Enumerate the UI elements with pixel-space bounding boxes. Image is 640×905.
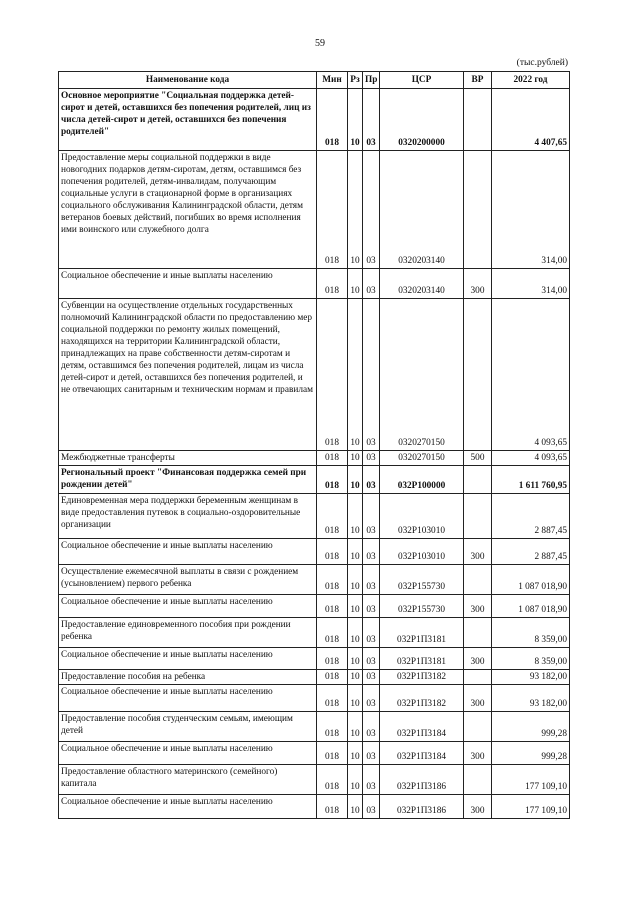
row-amount: 1 087 018,90 bbox=[492, 595, 570, 618]
row-name: Социальное обеспечение и иные выплаты населению bbox=[59, 595, 317, 618]
table-row bbox=[59, 494, 570, 539]
row-pr: 03 bbox=[363, 712, 380, 742]
table-row bbox=[59, 269, 570, 299]
row-vr: 300 bbox=[464, 269, 492, 299]
row-csr: 032P100000 bbox=[380, 466, 464, 494]
row-min: 018 bbox=[317, 712, 348, 742]
row-pr: 03 bbox=[363, 565, 380, 595]
row-csr: 032P1П3181 bbox=[380, 648, 464, 670]
row-rz: 10 bbox=[348, 618, 363, 648]
row-pr: 03 bbox=[363, 299, 380, 451]
table-row bbox=[59, 712, 570, 742]
row-pr: 03 bbox=[363, 648, 380, 670]
row-pr: 03 bbox=[363, 151, 380, 269]
row-amount: 177 109,10 bbox=[492, 795, 570, 819]
row-rz: 10 bbox=[348, 494, 363, 539]
row-name: Предоставление областного материнского (семейного) капитала bbox=[59, 765, 317, 795]
row-pr: 03 bbox=[363, 89, 380, 151]
row-csr: 0320270150 bbox=[380, 451, 464, 466]
row-amount: 4 093,65 bbox=[492, 451, 570, 466]
row-amount: 1 087 018,90 bbox=[492, 565, 570, 595]
header-year: 2022 год bbox=[492, 72, 570, 89]
header-min: Мин bbox=[317, 72, 348, 89]
row-vr bbox=[464, 89, 492, 151]
row-rz: 10 bbox=[348, 765, 363, 795]
row-min: 018 bbox=[317, 565, 348, 595]
table-row bbox=[59, 89, 570, 151]
row-csr: 032P1П3184 bbox=[380, 712, 464, 742]
row-vr: 500 bbox=[464, 451, 492, 466]
row-name: Основное мероприятие "Социальная поддержка детей-сирот и детей, оставшихся без попечения родителей, лиц из числа детей-сирот и детей, оставшихся без попечения родителей" bbox=[59, 89, 317, 151]
row-rz: 10 bbox=[348, 685, 363, 712]
table-row bbox=[59, 151, 570, 269]
row-rz: 10 bbox=[348, 151, 363, 269]
row-rz: 10 bbox=[348, 89, 363, 151]
row-vr bbox=[464, 494, 492, 539]
row-amount: 2 887,45 bbox=[492, 494, 570, 539]
row-vr bbox=[464, 670, 492, 685]
row-min: 018 bbox=[317, 451, 348, 466]
row-csr: 032P155730 bbox=[380, 595, 464, 618]
table-row bbox=[59, 648, 570, 670]
row-name: Предоставление пособия на ребенка bbox=[59, 670, 317, 685]
row-min: 018 bbox=[317, 151, 348, 269]
row-csr: 032P1П3181 bbox=[380, 618, 464, 648]
row-min: 018 bbox=[317, 539, 348, 565]
row-rz: 10 bbox=[348, 269, 363, 299]
row-amount: 177 109,10 bbox=[492, 765, 570, 795]
row-csr: 032P1П3182 bbox=[380, 685, 464, 712]
row-name: Социальное обеспечение и иные выплаты населению bbox=[59, 795, 317, 819]
table-body bbox=[59, 89, 570, 819]
row-amount: 4 093,65 bbox=[492, 299, 570, 451]
row-amount: 4 407,65 bbox=[492, 89, 570, 151]
table-row bbox=[59, 742, 570, 765]
row-vr bbox=[464, 712, 492, 742]
table-header-row bbox=[59, 72, 570, 89]
table-row bbox=[59, 595, 570, 618]
row-amount: 8 359,00 bbox=[492, 618, 570, 648]
row-csr: 0320270150 bbox=[380, 299, 464, 451]
row-csr: 032P1П3182 bbox=[380, 670, 464, 685]
row-vr bbox=[464, 765, 492, 795]
row-min: 018 bbox=[317, 89, 348, 151]
units-label: (тыс.рублей) bbox=[516, 58, 568, 68]
row-csr: 0320203140 bbox=[380, 269, 464, 299]
table-row bbox=[59, 299, 570, 451]
row-pr: 03 bbox=[363, 670, 380, 685]
row-rz: 10 bbox=[348, 451, 363, 466]
page-number: 59 bbox=[315, 38, 325, 49]
row-vr bbox=[464, 151, 492, 269]
row-amount: 1 611 760,95 bbox=[492, 466, 570, 494]
row-vr: 300 bbox=[464, 685, 492, 712]
row-amount: 314,00 bbox=[492, 269, 570, 299]
row-vr: 300 bbox=[464, 539, 492, 565]
row-name: Межбюджетные трансферты bbox=[59, 451, 317, 466]
row-min: 018 bbox=[317, 742, 348, 765]
row-pr: 03 bbox=[363, 595, 380, 618]
row-name: Социальное обеспечение и иные выплаты населению bbox=[59, 742, 317, 765]
row-name: Предоставление меры социальной поддержки в виде новогодних подарков детям-сиротам, детям, оставшимся без попечения родителей, детям-инвалидам, получающим социальные услуги в стационарной форме в организациях социального обслуживания Калининградской области, детям ветеранов боевых действий, погибших во время исполнения ими воинского или служебного долга bbox=[59, 151, 317, 269]
row-vr bbox=[464, 299, 492, 451]
row-amount: 999,28 bbox=[492, 712, 570, 742]
row-vr bbox=[464, 565, 492, 595]
row-min: 018 bbox=[317, 595, 348, 618]
row-pr: 03 bbox=[363, 618, 380, 648]
row-name: Осуществление ежемесячной выплаты в связи с рождением (усыновлением) первого ребенка bbox=[59, 565, 317, 595]
table-row bbox=[59, 765, 570, 795]
header-pr: Пр bbox=[363, 72, 380, 89]
row-amount: 93 182,00 bbox=[492, 670, 570, 685]
header-csr: ЦСР bbox=[380, 72, 464, 89]
row-name: Предоставление пособия студенческим семьям, имеющим детей bbox=[59, 712, 317, 742]
row-pr: 03 bbox=[363, 765, 380, 795]
table-row bbox=[59, 539, 570, 565]
row-rz: 10 bbox=[348, 795, 363, 819]
row-rz: 10 bbox=[348, 565, 363, 595]
table-row bbox=[59, 451, 570, 466]
row-vr bbox=[464, 466, 492, 494]
row-csr: 032P103010 bbox=[380, 539, 464, 565]
row-csr: 0320203140 bbox=[380, 151, 464, 269]
row-vr: 300 bbox=[464, 595, 492, 618]
row-min: 018 bbox=[317, 648, 348, 670]
header-rz: Рз bbox=[348, 72, 363, 89]
row-amount: 999,28 bbox=[492, 742, 570, 765]
row-pr: 03 bbox=[363, 494, 380, 539]
row-min: 018 bbox=[317, 466, 348, 494]
budget-table bbox=[58, 71, 570, 819]
row-rz: 10 bbox=[348, 670, 363, 685]
row-amount: 93 182,00 bbox=[492, 685, 570, 712]
row-rz: 10 bbox=[348, 466, 363, 494]
row-pr: 03 bbox=[363, 795, 380, 819]
header-name: Наименование кода bbox=[59, 72, 317, 89]
row-name: Единовременная мера поддержки беременным женщинам в виде предоставления путевок в социально-оздоровительные организации bbox=[59, 494, 317, 539]
table-row bbox=[59, 795, 570, 819]
row-min: 018 bbox=[317, 299, 348, 451]
row-csr: 032P1П3186 bbox=[380, 795, 464, 819]
row-amount: 8 359,00 bbox=[492, 648, 570, 670]
row-rz: 10 bbox=[348, 648, 363, 670]
row-min: 018 bbox=[317, 670, 348, 685]
row-pr: 03 bbox=[363, 539, 380, 565]
row-csr: 032P155730 bbox=[380, 565, 464, 595]
row-min: 018 bbox=[317, 618, 348, 648]
header-vr: ВР bbox=[464, 72, 492, 89]
row-min: 018 bbox=[317, 685, 348, 712]
row-csr: 032P103010 bbox=[380, 494, 464, 539]
row-rz: 10 bbox=[348, 742, 363, 765]
row-pr: 03 bbox=[363, 466, 380, 494]
row-min: 018 bbox=[317, 269, 348, 299]
row-csr: 0320200000 bbox=[380, 89, 464, 151]
row-name: Социальное обеспечение и иные выплаты населению bbox=[59, 648, 317, 670]
row-pr: 03 bbox=[363, 685, 380, 712]
row-vr: 300 bbox=[464, 648, 492, 670]
row-amount: 2 887,45 bbox=[492, 539, 570, 565]
row-csr: 032P1П3184 bbox=[380, 742, 464, 765]
row-rz: 10 bbox=[348, 299, 363, 451]
row-name: Социальное обеспечение и иные выплаты населению bbox=[59, 269, 317, 299]
row-name: Предоставление единовременного пособия при рождении ребенка bbox=[59, 618, 317, 648]
table-row bbox=[59, 685, 570, 712]
row-vr: 300 bbox=[464, 795, 492, 819]
row-vr: 300 bbox=[464, 742, 492, 765]
row-name: Субвенции на осуществление отдельных государственных полномочий Калининградской области по предоставлению мер социальной поддержки по ремонту жилых помещений, находящихся на территории Калининградской области, принадлежащих на праве собственности детям-сиротам и детям, оставшимся без попечения родителей, лицам из числа детей-сирот и детей, оставшихся без попечения родителей, и не отвечающих санитарным и техническим нормам и правилам bbox=[59, 299, 317, 451]
row-pr: 03 bbox=[363, 451, 380, 466]
row-min: 018 bbox=[317, 494, 348, 539]
table-row bbox=[59, 466, 570, 494]
row-name: Региональный проект "Финансовая поддержка семей при рождении детей" bbox=[59, 466, 317, 494]
row-rz: 10 bbox=[348, 595, 363, 618]
row-min: 018 bbox=[317, 765, 348, 795]
table-row bbox=[59, 618, 570, 648]
row-pr: 03 bbox=[363, 269, 380, 299]
row-min: 018 bbox=[317, 795, 348, 819]
row-name: Социальное обеспечение и иные выплаты населению bbox=[59, 685, 317, 712]
row-csr: 032P1П3186 bbox=[380, 765, 464, 795]
row-vr bbox=[464, 618, 492, 648]
table-row bbox=[59, 565, 570, 595]
row-name: Социальное обеспечение и иные выплаты населению bbox=[59, 539, 317, 565]
row-amount: 314,00 bbox=[492, 151, 570, 269]
row-pr: 03 bbox=[363, 742, 380, 765]
table-row bbox=[59, 670, 570, 685]
row-rz: 10 bbox=[348, 712, 363, 742]
row-rz: 10 bbox=[348, 539, 363, 565]
